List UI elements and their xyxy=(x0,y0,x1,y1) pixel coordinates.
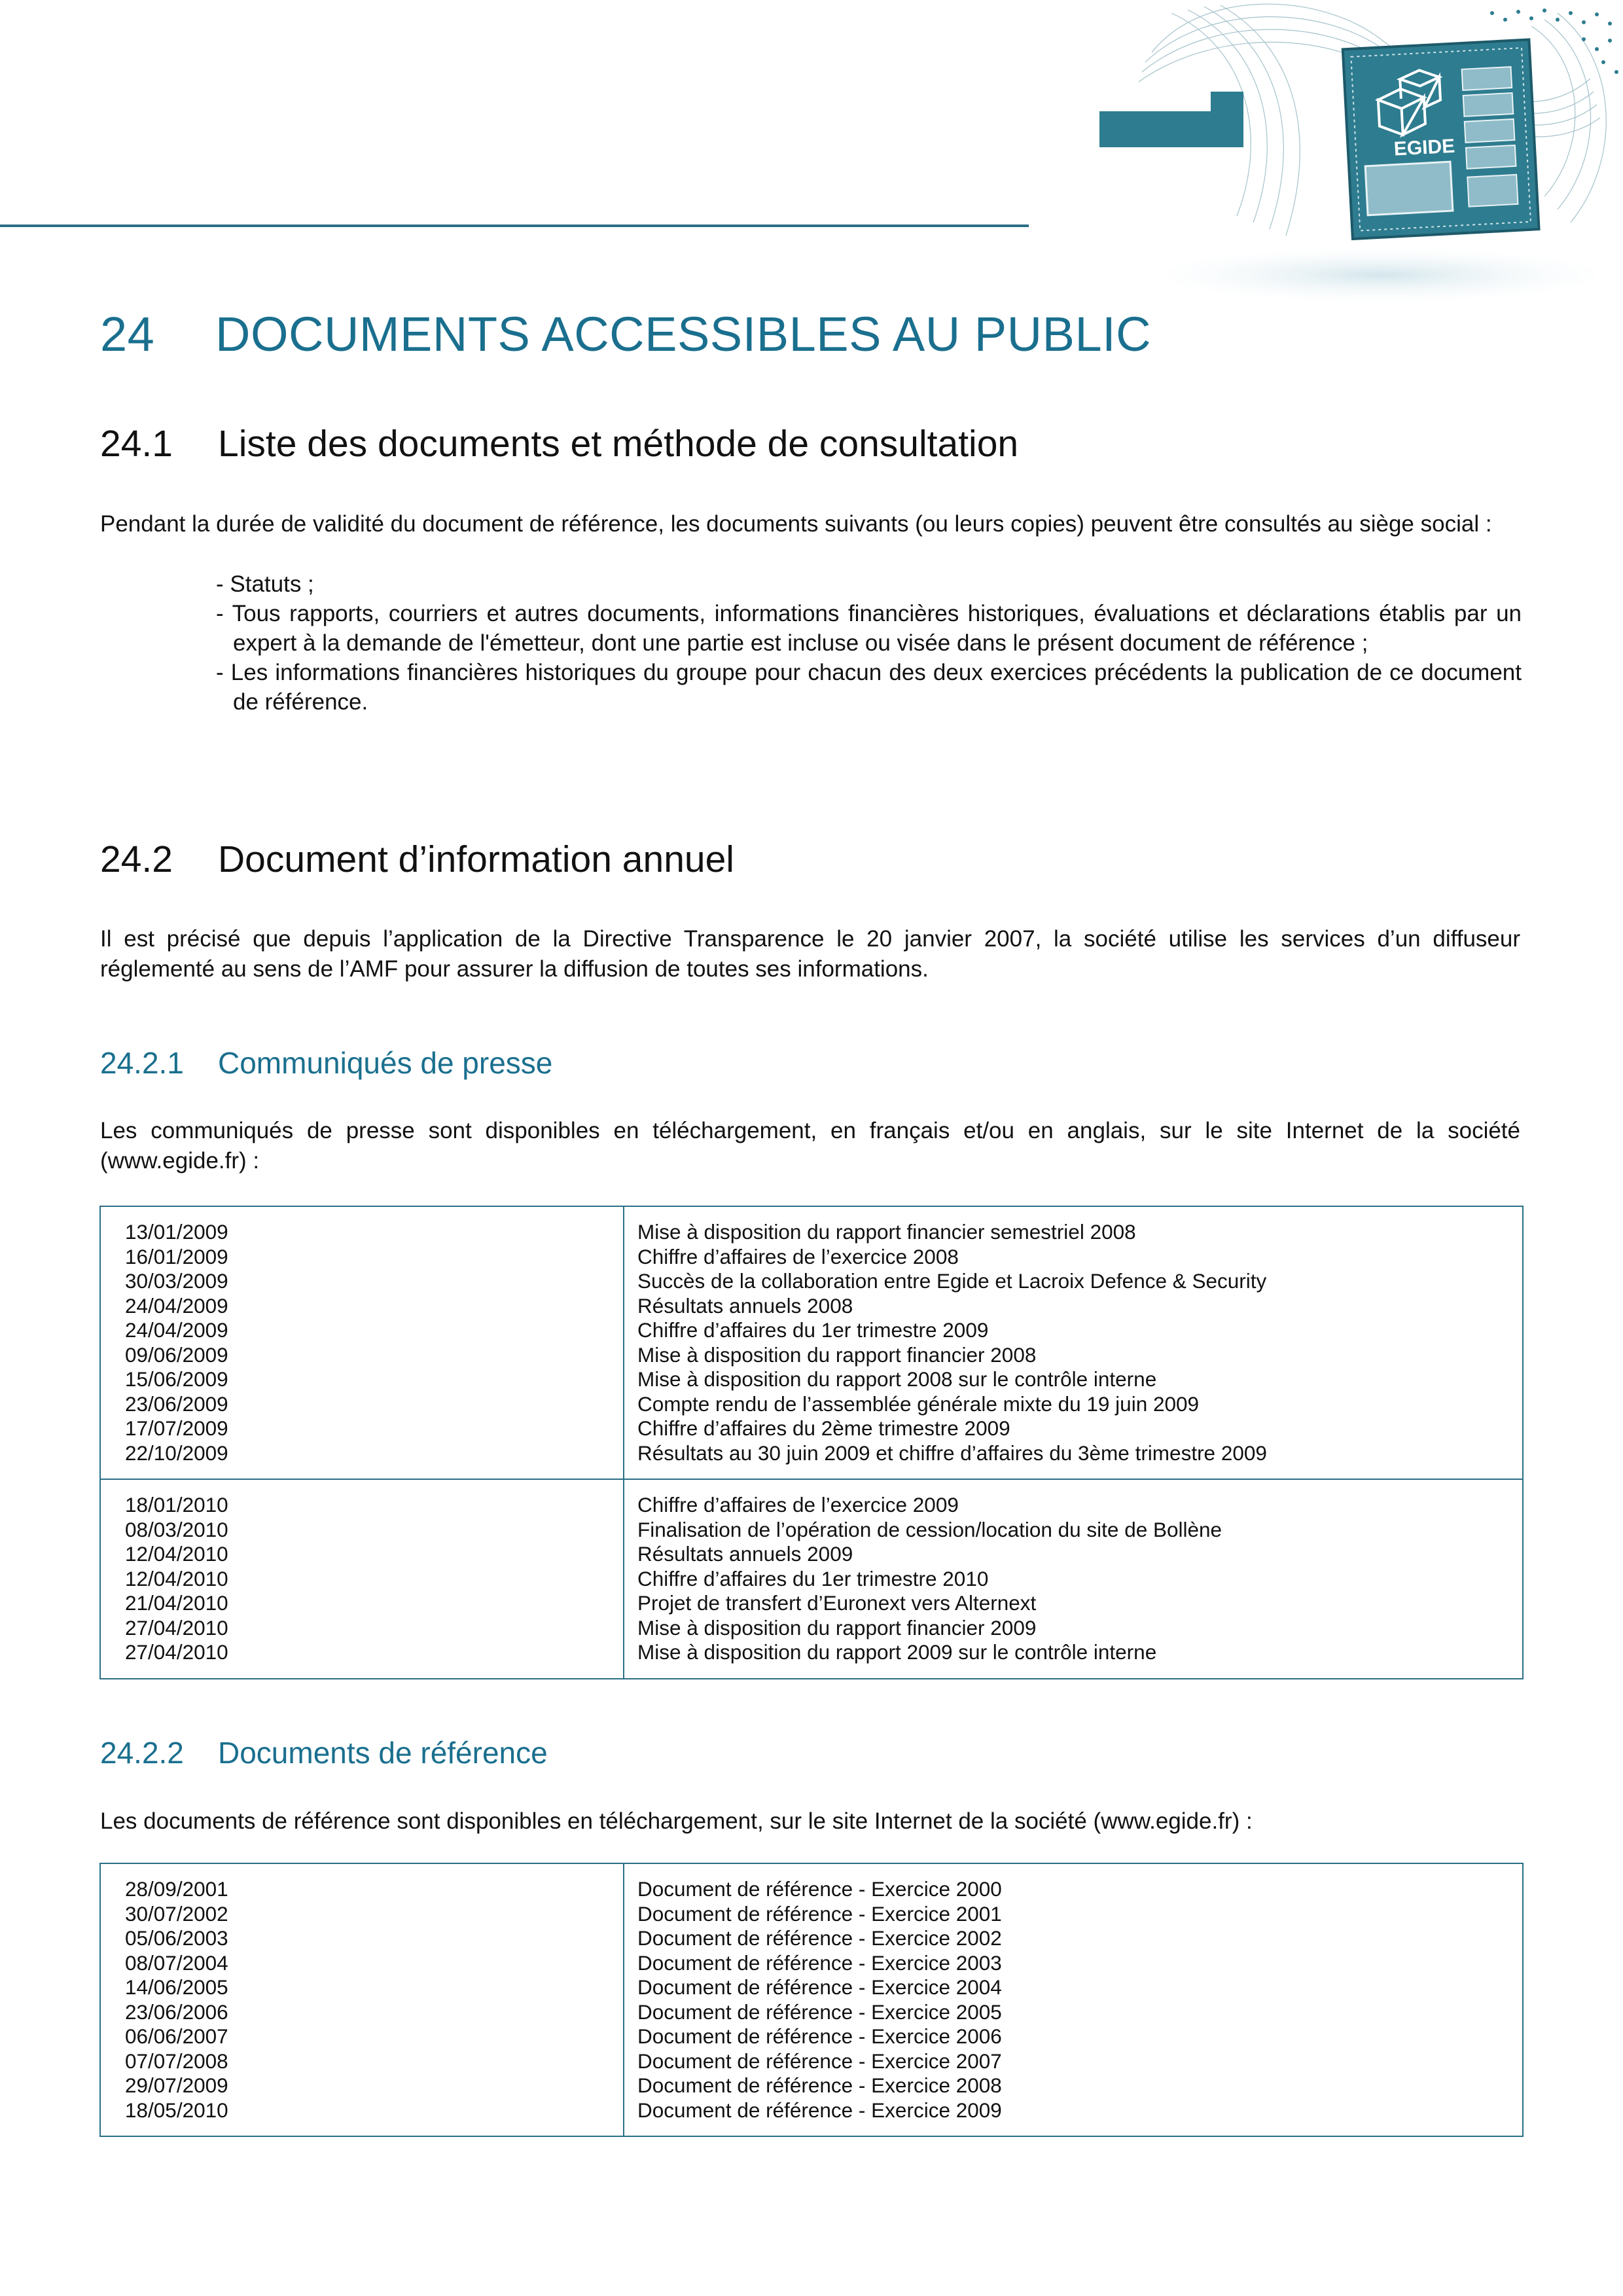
header-rule xyxy=(0,224,1029,227)
list-item: - Statuts ; xyxy=(216,571,314,597)
date-cell: 24/04/2009 xyxy=(125,1318,228,1342)
reference-documents-table xyxy=(99,1863,1524,2137)
description-cell: Document de référence - Exercice 2005 xyxy=(637,2000,1002,2024)
date-cell: 05/06/2003 xyxy=(125,1926,228,1950)
description-cell: Document de référence - Exercice 2001 xyxy=(637,1901,1002,1926)
description-cell: Succès de la collaboration entre Egide et Lacroix Defence & Security xyxy=(637,1269,1267,1293)
description-cell: Document de référence - Exercice 2009 xyxy=(637,2098,1002,2122)
table-row-group xyxy=(101,1480,1522,1678)
subsection-number: 24.2.1 xyxy=(100,1046,184,1080)
date-cell: 13/01/2009 xyxy=(125,1220,228,1244)
date-cell: 12/04/2010 xyxy=(125,1566,228,1590)
description-cell: Chiffre d’affaires du 1er trimestre 2010 xyxy=(637,1566,989,1590)
date-cell: 29/07/2009 xyxy=(125,2073,228,2097)
description-column xyxy=(624,1480,1522,1678)
date-cell: 09/06/2009 xyxy=(125,1342,228,1367)
date-cell: 24/04/2009 xyxy=(125,1293,228,1318)
consultation-intro: Pendant la durée de validité du document de référence, les documents suivants (ou leurs copies) peuvent être consultés au siège social : xyxy=(100,511,1492,537)
table-row-group xyxy=(101,1207,1522,1480)
subsection-24-2-1-heading xyxy=(100,1045,552,1081)
list-item: - Les informations financières historiques du groupe pour chacun des deux exercices précédents la publication de ce document de référence. xyxy=(216,660,1522,715)
date-cell: 23/06/2006 xyxy=(125,2000,228,2024)
description-cell: Mise à disposition du rapport financier 2009 xyxy=(637,1615,1037,1640)
description-column xyxy=(624,1207,1522,1479)
subsection-title: Communiqués de presse xyxy=(218,1046,553,1080)
table-row-group xyxy=(101,1864,1522,2136)
description-cell: Résultats annuels 2009 xyxy=(637,1542,853,1566)
date-column xyxy=(101,1864,624,2136)
date-cell: 07/07/2008 xyxy=(125,2049,228,2073)
date-cell: 27/04/2010 xyxy=(125,1640,228,1664)
date-cell: 08/07/2004 xyxy=(125,1950,228,1975)
date-cell: 23/06/2009 xyxy=(125,1391,228,1416)
description-cell: Finalisation de l’opération de cession/location du site de Bollène xyxy=(637,1517,1222,1541)
description-cell: Document de référence - Exercice 2004 xyxy=(637,1975,1002,1999)
description-cell: Mise à disposition du rapport financier semestriel 2008 xyxy=(637,1220,1136,1244)
description-cell: Chiffre d’affaires du 1er trimestre 2009 xyxy=(637,1318,989,1342)
description-cell: Compte rendu de l’assemblée générale mixte du 19 juin 2009 xyxy=(637,1391,1200,1416)
description-cell: Projet de transfert d’Euronext vers Alternext xyxy=(637,1591,1037,1615)
description-cell: Résultats au 30 juin 2009 et chiffre d’affaires du 3ème trimestre 2009 xyxy=(637,1441,1267,1465)
subsection-24-2-heading xyxy=(100,838,734,881)
subsection-title: Document d’information annuel xyxy=(218,838,734,880)
date-column xyxy=(101,1480,624,1678)
description-column xyxy=(624,1864,1522,2136)
date-cell: 30/07/2002 xyxy=(125,1901,228,1926)
description-cell: Document de référence - Exercice 2003 xyxy=(637,1950,1002,1975)
press-release-table xyxy=(99,1206,1524,1679)
annual-info-text: Il est précisé que depuis l’application de la Directive Transparence le 20 janvier 2007, la société utilise les services d’un diffuseur réglementé au sens de l’AMF pour assurer la diffusion de toutes ses informations. xyxy=(100,926,1520,982)
date-cell: 14/06/2005 xyxy=(125,1975,228,1999)
description-cell: Document de référence - Exercice 2000 xyxy=(637,1877,1002,1901)
date-cell: 21/04/2010 xyxy=(125,1591,228,1615)
subsection-number: 24.2.2 xyxy=(100,1736,184,1770)
date-cell: 27/04/2010 xyxy=(125,1615,228,1640)
description-cell: Mise à disposition du rapport financier 2008 xyxy=(637,1342,1037,1367)
press-release-text: Les communiqués de presse sont disponibles en téléchargement, en français et/ou en anglais, sur le site Internet de la société (www.egide.fr) : xyxy=(100,1118,1520,1174)
list-item: - Tous rapports, courriers et autres documents, informations financières historiques, évaluations et déclarations établis par un expert à la demande de l'émetteur, dont une partie est incluse ou visée dans le présent document de référence ; xyxy=(216,601,1522,656)
section-number: 24 xyxy=(100,307,155,361)
reference-docs-text: Les documents de référence sont disponibles en téléchargement, sur le site Internet de la société (www.egide.fr) : xyxy=(100,1808,1253,1834)
description-cell: Document de référence - Exercice 2002 xyxy=(637,1926,1002,1950)
description-cell: Résultats annuels 2008 xyxy=(637,1293,853,1318)
subsection-24-1-heading xyxy=(100,422,1018,465)
date-column xyxy=(101,1207,624,1479)
subsection-number: 24.1 xyxy=(100,423,173,465)
date-cell: 18/05/2010 xyxy=(125,2098,228,2122)
description-cell: Chiffre d’affaires de l’exercice 2009 xyxy=(637,1493,959,1516)
description-cell: Document de référence - Exercice 2006 xyxy=(637,2024,1002,2048)
section-title: DOCUMENTS ACCESSIBLES AU PUBLIC xyxy=(215,307,1152,361)
date-cell: 18/01/2010 xyxy=(125,1493,228,1516)
date-cell: 30/03/2009 xyxy=(125,1269,228,1293)
date-cell: 08/03/2010 xyxy=(125,1517,228,1541)
description-cell: Chiffre d’affaires du 2ème trimestre 2009 xyxy=(637,1416,1010,1440)
description-cell: Mise à disposition du rapport 2008 sur le contrôle interne xyxy=(637,1367,1157,1391)
date-cell: 15/06/2009 xyxy=(125,1367,228,1391)
date-cell: 17/07/2009 xyxy=(125,1416,228,1440)
document-list xyxy=(216,569,1522,717)
subsection-24-2-2-heading xyxy=(100,1735,548,1770)
egide-logo-artwork xyxy=(1073,0,1623,308)
description-cell: Document de référence - Exercice 2007 xyxy=(637,2049,1002,2073)
subsection-title: Liste des documents et méthode de consultation xyxy=(218,423,1019,465)
date-cell: 22/10/2009 xyxy=(125,1441,228,1465)
description-cell: Chiffre d’affaires de l’exercice 2008 xyxy=(637,1244,959,1268)
date-cell: 06/06/2007 xyxy=(125,2024,228,2048)
description-cell: Mise à disposition du rapport 2009 sur le contrôle interne xyxy=(637,1640,1157,1664)
logo-text: EGIDE xyxy=(1393,135,1455,160)
date-cell: 12/04/2010 xyxy=(125,1542,228,1566)
date-cell: 16/01/2009 xyxy=(125,1244,228,1268)
subsection-number: 24.2 xyxy=(100,838,173,880)
section-heading xyxy=(100,306,1151,362)
date-cell: 28/09/2001 xyxy=(125,1877,228,1901)
subsection-title: Documents de référence xyxy=(218,1736,548,1770)
description-cell: Document de référence - Exercice 2008 xyxy=(637,2073,1002,2097)
